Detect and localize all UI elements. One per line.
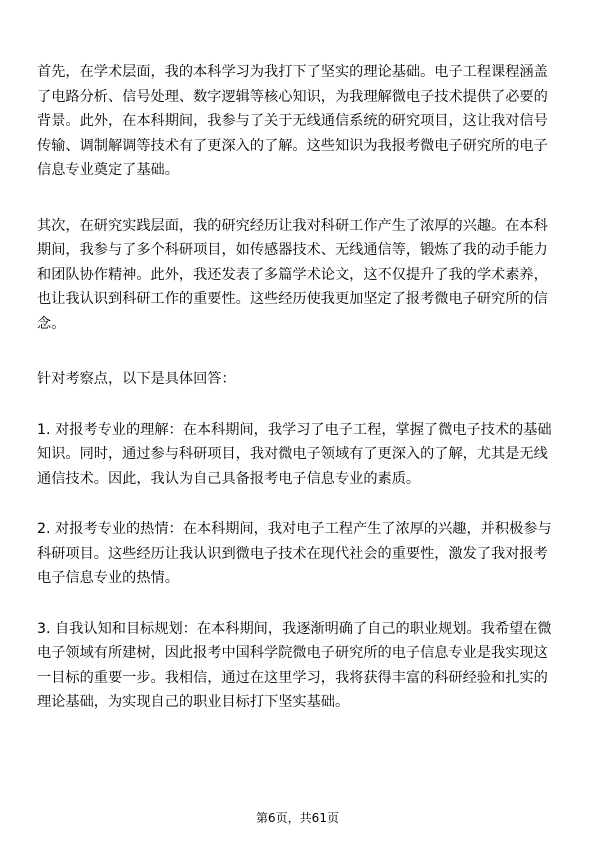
text-line: 2. 对报考专业的热情：在本科期间，我对电子工程产生了浓厚的兴趣，并积极参与 [37, 521, 552, 537]
text-line: 3. 自我认知和目标规划：在本科期间，我逐渐明确了自己的职业规划。我希望在微 [37, 620, 552, 637]
text-line: 针对考察点，以下是具体回答： [37, 371, 236, 387]
paragraph-spacer [37, 392, 560, 418]
text-line: 电子信息专业的热情。 [37, 570, 179, 586]
text-line: 1. 对报考专业的理解：在本科期间，我学习了电子工程，掌握了微电子技术的基础 [37, 421, 552, 438]
text-line: 通信技术。因此，我认为自己具备报考电子信息专业的素质。 [37, 470, 421, 487]
text-line: 科研项目。这些经历让我认识到微电子技术在现代社会的重要性，激发了我对报考 [37, 545, 548, 562]
text-line: 首先，在学术层面，我的本科学习为我打下了坚实的理论基础。电子工程课程涵盖 [37, 64, 548, 80]
paragraph-spacer [37, 183, 560, 214]
text-line: 信息专业奠定了基础。 [37, 162, 179, 178]
paragraph-answer-2 [37, 517, 560, 591]
paragraph-intro-answers [37, 367, 560, 392]
text-line: 传输、调制解调等技术有了更深入的了解。这些知识为我报考微电子研究所的电子 [37, 137, 548, 154]
text-line: 一目标的重要一步。我相信，通过在这里学习，我将获得丰富的科研经验和扎实的 [37, 669, 548, 686]
text-line: 背景。此外，在本科期间，我参与了关于无线通信系统的研究项目，这让我对信号 [37, 113, 548, 129]
text-line: 期间，我参与了多个科研项目，如传感器技术、无线通信等，锻炼了我的动手能力 [37, 242, 548, 258]
document-body [37, 60, 560, 715]
paragraph-spacer [37, 491, 560, 517]
text-line: 理论基础，为实现自己的职业目标打下坚实基础。 [37, 694, 350, 710]
text-line: 和团队协作精神。此外，我还发表了多篇学术论文，这不仅提升了我的学术素养， [37, 266, 548, 283]
paragraph-spacer [37, 336, 560, 367]
text-line: 了电路分析、信号处理、数字逻辑等核心知识，为我理解微电子技术提供了必要的 [37, 88, 548, 105]
paragraph-answer-3 [37, 617, 560, 715]
paragraph-research [37, 214, 560, 337]
paragraph-spacer [37, 591, 560, 617]
text-line: 也让我认识到科研工作的重要性。这些经历使我更加坚定了报考微电子研究所的信 [37, 291, 548, 307]
page-number: 第6页，共61页 [256, 811, 339, 825]
paragraph-academic [37, 60, 560, 183]
paragraph-answer-1 [37, 418, 560, 492]
text-line: 电子领域有所建树，因此报考中国科学院微电子研究所的电子信息专业是我实现这 [37, 645, 548, 661]
text-line: 其次，在研究实践层面，我的研究经历让我对科研工作产生了浓厚的兴趣。在本科 [37, 217, 548, 234]
text-line: 知识。同时，通过参与科研项目，我对微电子领域有了更深入的了解，尤其是无线 [37, 446, 548, 462]
text-line: 念。 [37, 315, 66, 332]
